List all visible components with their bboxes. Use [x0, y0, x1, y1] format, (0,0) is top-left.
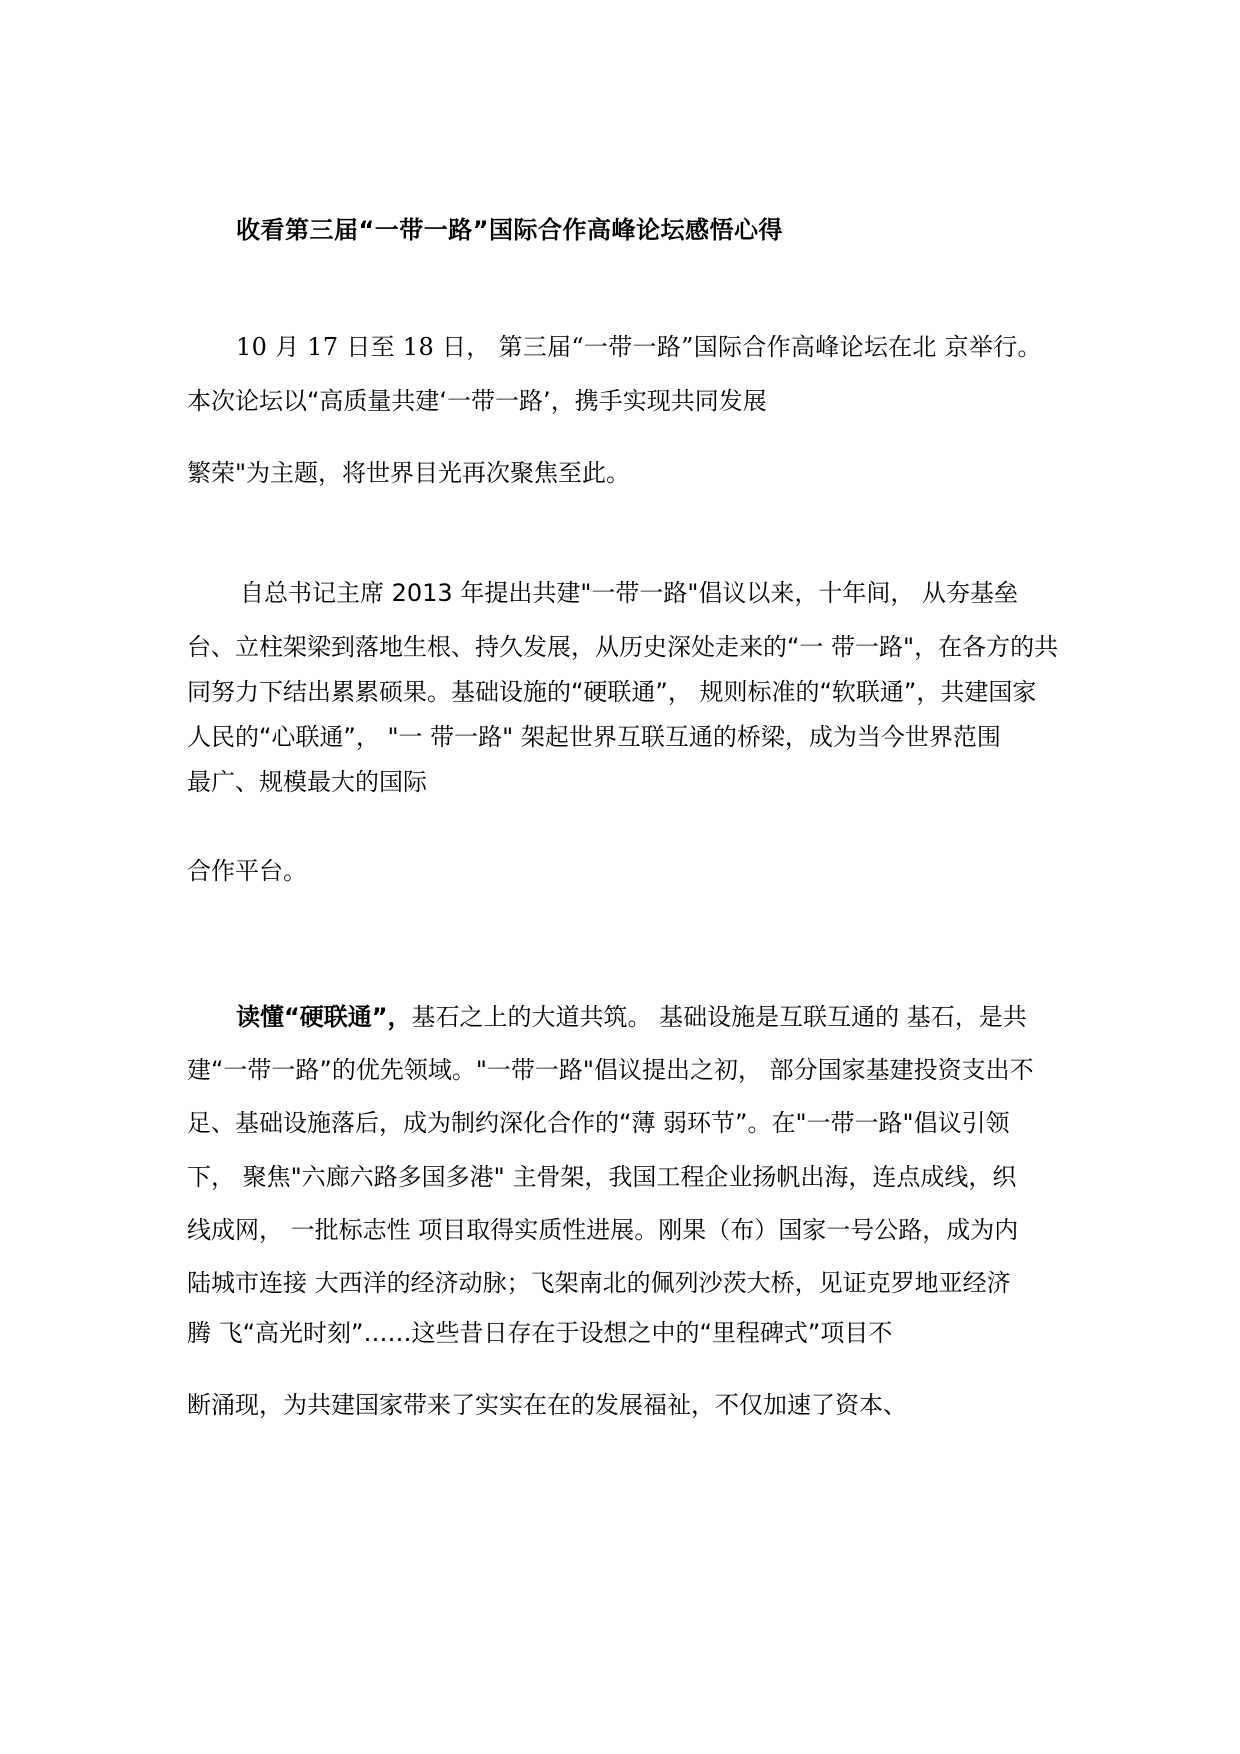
paragraph-3-line-2: 建“一带一路”的优先领域。"一带一路"倡议提出之初， 部分国家基建投资支出不	[187, 1056, 1034, 1084]
paragraph-3-lead: 读懂“硬联通”，	[236, 1003, 412, 1031]
paragraph-3-line-5: 线成网， 一批标志性 项目取得实质性进展。刚果（布）国家一号公路，成为内	[187, 1216, 1019, 1244]
paragraph-3-line-3: 足、基础设施落后，成为制约深化合作的“薄 弱环节”。在"一带一路"倡议引领	[187, 1109, 1010, 1137]
paragraph-2-line-3: 同努力下结出累累硕果。基础设施的“硬联通”， 规则标准的“软联通”，共建国家	[187, 678, 1037, 706]
paragraph-3-line-4: 下， 聚焦"六廊六路多国多港" 主骨架，我国工程企业扬帆出海，连点成线，织	[187, 1163, 1017, 1191]
paragraph-3-line-7: 腾 飞“高光时刻”……这些昔日存在于设想之中的“里程碑式”项目不	[187, 1319, 893, 1347]
paragraph-2-line-6: 合作平台。	[187, 857, 307, 885]
paragraph-2-line-1: 自总书记主席 2013 年提出共建"一带一路"倡议以来，十年间， 从夯基垒	[240, 579, 1019, 607]
paragraph-1-line-2: 本次论坛以“高质量共建‘一带一路’，携手实现共同发展	[187, 387, 767, 415]
paragraph-2-line-2: 台、立柱架梁到落地生根、持久发展，从历史深处走来的“一 带一路"，在各方的共	[187, 633, 1059, 661]
paragraph-3-line-1-rest: 基石之上的大道共筑。 基础设施是互联互通的 基石，是共	[411, 1003, 1027, 1031]
paragraph-3-line-1	[236, 1002, 1027, 1032]
paragraph-3-line-8: 断涌现，为共建国家带来了实实在在的发展福祉，不仅加速了资本、	[187, 1391, 907, 1419]
paragraph-3-line-6: 陆城市连接 大西洋的经济动脉；飞架南北的佩列沙茨大桥，见证克罗地亚经济	[187, 1269, 1011, 1297]
paragraph-1-line-3: 繁荣"为主题，将世界目光再次聚焦至此。	[187, 459, 631, 487]
paragraph-1-line-1: 10 月 17 日至 18 日， 第三届“一带一路”国际合作高峰论坛在北 京举行。	[236, 333, 1042, 361]
paragraph-2-line-4: 人民的“心联通”， "一 带一路" 架起世界互联互通的桥梁，成为当今世界范围	[187, 723, 1001, 751]
document-title: 收看第三届“一带一路”国际合作高峰论坛感悟心得	[236, 216, 784, 244]
paragraph-2-line-5: 最广、规模最大的国际	[187, 768, 427, 796]
